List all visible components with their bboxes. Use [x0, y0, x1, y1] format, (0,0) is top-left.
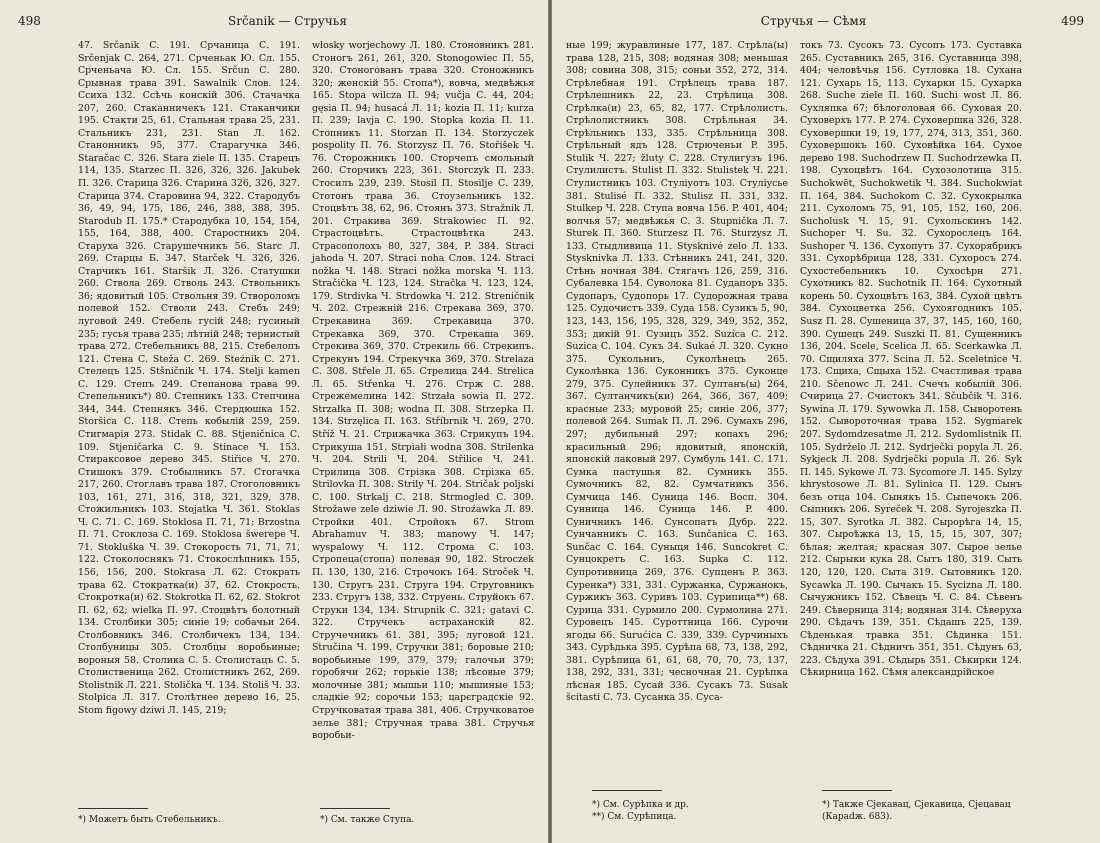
footnote-rule [320, 808, 390, 809]
running-head: Стручья — Сѣмя [760, 14, 867, 28]
footnote: *) См. также Ступа. [320, 815, 415, 825]
left-page [0, 0, 548, 843]
column-text: ные 199; журавлиные 177, 187. Стрѣла(ы) трава 128, 215, 308; водяная 308; меньшая 308; совина 308, 315; соньи 352, 272, 314. Стрѣлебная 191. Стрѣлецъ трава 187. Стрѣлешникъ 22, 23. Стрѣлица 308. Стрѣлка(и) 23, 65, 82, 177. Стрѣлолистъ. Стрѣлолистникъ 308. Стрѣльная 34. Стрѣльникъ 133, 335. Стрѣльница 308. Стрѣльный ядъ 128. Стрюченьи P. 395. Stulik Ч. 227; žluty С. 228. Стулигузъ 196. Стулилистъ. Stulist П. 332. Stulistek Ч. 221. Стулистникъ 103. Стуліуотъ 103. Стуліусье 381. Stulisé П. 332. Stulisz П. 331, 332. Stulkep Ч. 228. Ступа вовча 156. P. 401, 404; волчья 57; медвѣжья С. 3. Stupnička Л. 7. Sturek П. 360. Sturzesz П. 76. Sturzysz Л. 133. Стыдливица 11. Stysknivé zelo Л. 133. Stysknivka Л. 133. Стѣнникъ 241, 241, 320. Стѣнь ночная 384. Стягачъ 126, 259, 316. Субалевка 154. Суволока 81. Судапоръ 335. Судопаръ, Судопорь 17. Судорожная трава 125. Судочистъ 339. Суда 158. Сузикъ 5, 90, 123, 143, 156, 195, 328, 329, 349, 352, 352, 353; дикій 91. Сузицъ 352. Suzica С. 212. Suzica С. 104. Сукъ 34. Sukaé Л. 320. Сукно 375. Сукольниъ, Суколѣнецъ 265. Суколѣнка 136. Суконникъ 375. Суконце 279, 375. Сулейникъ 37. Султанъ(ы) 264, 367. Султанчикъ(ки) 264, 366, 367, 409; красные 233; муровой 25; синіе 206, 377; полевой 264. Sumak П. Л. 296. Сумахъ 296, 297; дубильный 297; копахъ 296; красильный 296; ядовитый, японскій, японскій лаковый 297. Сумбуль 141. С. 171. Сумка пастушья 82. Сумникъ 355. Сумочникъ 82, 82. Сумчатникъ 356. Сумчица 146. Суница 146. Восп. 304. Сунница 146. Суница 146. P. 400. Суничникъ 146. Сунсопатъ Дубр. 222. Сунчанникъ С. 163. Sunčanica С. 163. Sunčac С. 164. Суныця 146. Suncokret С. Сунцокретъ С. 163. Supka С. 112. Супротивница 269, 376. Супценъ P. 363. Суренка*) 331, 331. Суржанка, Суржанокъ, Суржикъ 363. Суривъ 103. Сурипица**) 68. Сурица 331. Сурмило 200. Сурмолина 271. Суровецъ 145. Суроттница 166. Сурочи ягоды 66. Surućica С. 339, 339. Сурчиныхъ 343. Сурѣдька 395. Сурѣпа 68, 73, 138, 292, 381. Сурѣпица 61, 61, 68, 70, 70, 73, 137, 138, 292, 331, 331; чесночная 21. Сурѣпка лѣсная 185. Сусай 336. Сусакъ 73. Susak šcitasti С. 73. Сусанка 35. Суса- [566, 40, 788, 704]
right-page [552, 0, 1100, 843]
left-page-columns [78, 40, 534, 743]
right-page-header [566, 14, 1084, 34]
left-page-header [18, 14, 534, 34]
column-text: włosky worjechowy Л. 180. Стоновникъ 281. Стоногъ 261, 261, 320. Stonogowiec П. 55, 320. Стоногованъ трава 320. Стоножникъ 320; женскій 55. Стопа*), вовча, медвѣжья 165. Stopa wilcza П. 94; vučja С. 44, 204; gęsia П. 94; husacá Л. 11; kozia П. 11; kurza П. 239; lavja С. 190. Stopka kozia П. 11. Стопникъ 11. Storzan П. 134. Storzyczek pospolity П. 76. Storzysz П. 76. Stořišek Ч. 76. Сторожникъ 100. Сторчепъ смольный 260. Сторчикъ 223, 361. Storczyk П. 233. Стосилъ 239, 239. Stosil П. Stosilje С. 239. Стотонъ трава 36. Стоузельникъ 132. Стоцвѣтъ 38, 62, 96. Стоянъ 373. Stražnik Л. 201. Стракива 369. Strakowiec П. 92. Страстоцвѣтъ. Страстоцвѣтка 243. Страсополохъ 80, 327, 384, P. 384. Straci jahoda Ч. 207. Straci noha Слов. 124. Straci nožka Ч. 148. Straci nožka morska Ч. 113. Stračička Ч. 123, 124. Stračka Ч. 123, 124, 179. Strdivka Ч. Strdowka Ч. 212. Streničnik Ч. 202. Стрежній 216. Стрекава 369, 370. Стрекавина 369. Стрекавица 370. Стрекавка 369, 370. Стрекаша 369. Стрекива 369, 370. Стрекиль 66. Стрекипъ. Стрекунъ 194. Стрекучка 369, 370. Strelaza С. 308. Střele Л. 65. Стрелица 244. Strelica Л. 65. Střenka Ч. 276. Стрж С. 288. Стрежемелина 142. Strzała sowia П. 272. Strzałka П. 308; wodna П. 308. Strzepka П. 134. Strzęlica П. 163. Stříbrnik Ч. 269, 270. Stříž Ч. 21. Стрижачка 363. Стрикупъ 194. Стрикуша 151. Strpiałi wodna 308. Strilenka Ч. 204. Strili Ч. 204. Střilice Ч. 241. Стрилица 308. Стрiзка 308. Стрiзка 65. Strilovka П. 308. Strily Ч. 204. Stričak poljski С. 100. Strkalj С. 218. Strmogled С. 309. Strožawe zele dziwie Л. 90. Stroźawka Л. 89. Стройки 401. Стройокъ 67. Strom Abrahamuv Ч. 383; manowy Ч. 147; wyspalowy Ч. 112. Строма С. 103. Стропеца(стопа) полевая 90, 182. Stroczek П. 130, 130, 216. Строчокъ 164. Stroček Ч. 130. Стругъ 231. Струга 194. Струговникъ 233. Стругъ 138, 332. Струень. Струйокъ 67. Струки 134, 134. Strupnik С. 321; gatavi С. 322. Стручекъ астраханскій 82. Стручечникъ 61. 381, 395; луговой 121. Stručina Ч. 199. Стручки 381; боровые 210; воробьиные 199, 379, 379; галочьи 379; горобячи 262; горькіе 138; лѣсовые 379; молочные 381; мышьи 110; мышиные 153; сладкіе 92; сорочьи 153; царєградскіе 92. Стручковатая трава 381, 406. Стручковатое зелье 381; Стручная трава 381. Стручья воробьи- [312, 40, 534, 742]
page-number: 499 [1061, 14, 1084, 28]
text-column-1 [566, 40, 788, 705]
footnote-group [592, 799, 792, 823]
footnote: *) Также Сјекавац, Сјекавица, Сјецавац (Караdж. 683). [822, 800, 1011, 822]
page-number: 498 [18, 14, 41, 28]
footnote-rule [592, 790, 662, 791]
right-page-columns [566, 40, 1022, 705]
text-column-1 [78, 40, 300, 743]
text-column-2 [800, 40, 1022, 705]
footnote-rule [78, 808, 148, 809]
running-head: Srčanik — Стручья [228, 14, 347, 28]
column-text: токъ 73. Сусокъ 73. Сусопъ 173. Суставка 265. Суставникъ 265, 316. Суставница 398, 404; человѣчья 156. Сутловка 18. Сухана 121. Сухарь 15, 113. Сухарки 15. Сухарка 268. Suche ziele П. 160. Suchi wost Л. 86. Сухляпка 67; бѣлоголовая 66. Суховая 20. Суховерхъ 177. P. 274. Суховершка 326, 328. Суховершки 19, 19, 177, 274, 313, 351, 360. Суховершокъ 160. Суховѣйка 164. Сухое дерево 198. Suchodrzew П. Suchodrzewka П. 198. Сухоцвѣтъ 164. Сухозолотица 315. Suchokwēt, Suchokwetik Ч. 384. Suchokwiat П. 164, 384. Suchokom С. 32. Сухокрылка 211. Сухоломъ 75, 91, 105, 152, 160, 206. Sucholusk Ч. 15, 91. Сухольскинъ 142. Suchoper Ч. Su. 32. Сухорослецъ 164. Sushoper Ч. 136. Сухопутъ 37. Сухорябрикъ 331. Сухорѣбрица 128, 331. Сухоросъ 274. Сухостебельникъ 10. Сухосѣрн 271. Сухотникъ 82. Suchotnik П. 164. Сухотный корень 50. Сухоцвѣтъ 163, 384. Сухой цвѣтъ 384. Сухоцветка 256. Сухоягодникъ 105. Susz П. 28. Сушеница 37, 37, 145, 160, 160, 390. Сушецъ 249. Suszki П. 81. Сущенникъ 136, 204. Scele, Scelica Л. 65. Scerkawka Л. 70. Сщиляха 377. Scina Л. 52. Sceletnice Ч. 173. Сщиха, Сщыха 152. Счастливая трава 210. Sčenowc Л. 241. Счечъ кобылій 306. Счирица 27. Счистокъ 341. Sčubčik Ч. 316. Sywina Л. 179. Sywowka Л. 158. Сыворотень 152. Сывороточная трава 152. Sygmarek 207. Sydomdzesatme Л. 212. Sydomlistnik П. 105. Sydrželo Л. 212. Sydrječki popyla Л. 26. Sykjeck Л. 208. Sydrječki popula Л. 26. Syk П. 145. Sykowe Л. 73. Sycomore Л. 145. Sylzy khrystosowe Л. 81. Sylinica П. 129. Сынъ безъ отца 104. Сынякъ 15. Сыпечокъ 206. Сыпникъ 206. Syreček Ч. 208. Syrojeszka П. 15, 307. Syrotka Л. 382. Сырорѣга 14, 15, 307. Сыроѣжка 13, 15, 15, 15, 307, 307; бѣлая; желтая; красная 307. Сырое зелье 212. Сырыки кука 28. Сытъ 180, 319. Сыть 120, 120, 120. Сыта 319. Сытовникъ 120. Sycawka Л. 190. Сычакъ 15. Sycizna Л. 180. Сычужникъ 152. Сѣвецъ Ч. С. 84. Сѣвенъ 249. Сѣверница 314; водяная 314. Сѣверуха 290. Сѣдачъ 139, 351. Сѣдашъ 225, 139. Сѣденькая травка 351. Сѣдинка 151. Сѣдничка 21. Сѣдничъ 351, 351. Сѣдунъ 63, 223. Сѣдуха 391. Сѣдырь 351. Сѣкирки 124. Сѣкирница 162. Сѣмя александрійское [800, 40, 1023, 679]
footnote: **) См. Сурѣпица. [592, 812, 677, 822]
column-text: 47. Srčanik С. 191. Срчаница С. 191. Srčenjak С. 264, 271. Срченьак Ю. Сл. 155. Срченьача Ю. Сл. 155. Srčun С. 280. Срывная трава 391. Sawalnik Слов. 124. Ссиха 132. Ссѣчь конскій 306. Стачачка 207, 260. Стаканничекъ 121. Стаканчики 195. Стакти 25, 61. Стальная трава 25, 231. Стальникъ 231, 231. Stan Л. 162. Станонникъ 95, 377. Старагучка 346. Staračac С. 326. Stara ziele П. 135. Старецъ 114, 135. Starzec П. 326, 326, 326. Jakubek П. 326. Старица 326. Старина 326, 326, 327. Старица 374. Старовина 94, 322. Стародубъ 36, 49, 94, 175, 186, 246, 388, 388, 395. Starodub П. 175.* Стародубка 10, 154, 154, 155, 164, 388, 400. Старостникъ 204. Старуха 326. Старушечникъ 56. Starc Л. 269. Старцы Б. 347. Starček Ч. 326, 326. Старчикъ 161. Staršik Л. 326. Статушки 260. Ствола 269. Стволь 243. Ствольникъ 36; ядовитый 105. Ствольня 39. Створоломъ полевой 152. Стволи 243. Стебъ 249; луговой 249. Стебель гусій 248; гусиный 235; гусья трава 235; лѣтній 248; тернистый трава 272. Стебельникъ 88, 215. Стебелопъ 121. Стена С. Steža С. 269. Steźnik С. 271. Стелецъ 125. Stšničnik Ч. 174. Stelji kamen С. 129. Степъ 249. Степанова трава 99. Степельникъ*) 80. Степникъ 133. Степчина 344, 344. Степнякъ 346. Стердюшка 152. Storšica С. 118. Степь кобылій 259, 259. Стигмарія 273. Stidak С. 88. Stjeničnica С. 109. Stjeničarka С. 9. Stinace Ч. 153. Стираксовое дерево 345. Stiřice Ч. 270. Стишокъ 379. Стобылникъ 57. Стогачка 217, 260. Стоглавъ трава 187. Стоголовникъ 103, 161, 271, 316, 318, 321, 329, 378. Стожильникъ 103. Stojatka Ч. 361. Stoklas Ч. С. 71. С. 169. Stoklosa П. 71, 71; Brzostna П. 71. Стоклоза С. 169. Stoklosa šwerepe Ч. 71. Stokluška Ч. 39. Стокорость 71, 71, 71, 122. Стоколоснякъ 71. Стокослѣпникъ 155, 156, 156, 200. Stokrasa Л. 62. Стократь трава 62. Стократка(и) 37, 62. Стокрость. Стокротка(и) 62. Stokrotka П. 62, 62. Stokrot П. 62, 62; wielka П. 97. Стоцвѣтъ болотный 134. Столбики 305; синіе 19; собачьи 264. Столбовникъ 346. Столбичекъ 134, 134. Столбуницы 305. Столбцы воробьиные; вороныя 58. Столика С. 5. Столистацъ С. 5. Столиственица 262. Столистникъ 262, 269. Stolistnik Л. 221. Stolička Ч. 134. Stoliš Ч. 33. Stolpica Л. 317. Столѣтнее дерево 16, 25. Stom figowy dziwi Л. 145, 219; [78, 40, 300, 716]
footnote-rule [822, 790, 892, 791]
footnote: *) См. Сурѣпка и др. [592, 800, 689, 810]
footnote: *) Можетъ быть Стебельникъ. [78, 815, 221, 825]
text-column-2 [312, 40, 534, 743]
